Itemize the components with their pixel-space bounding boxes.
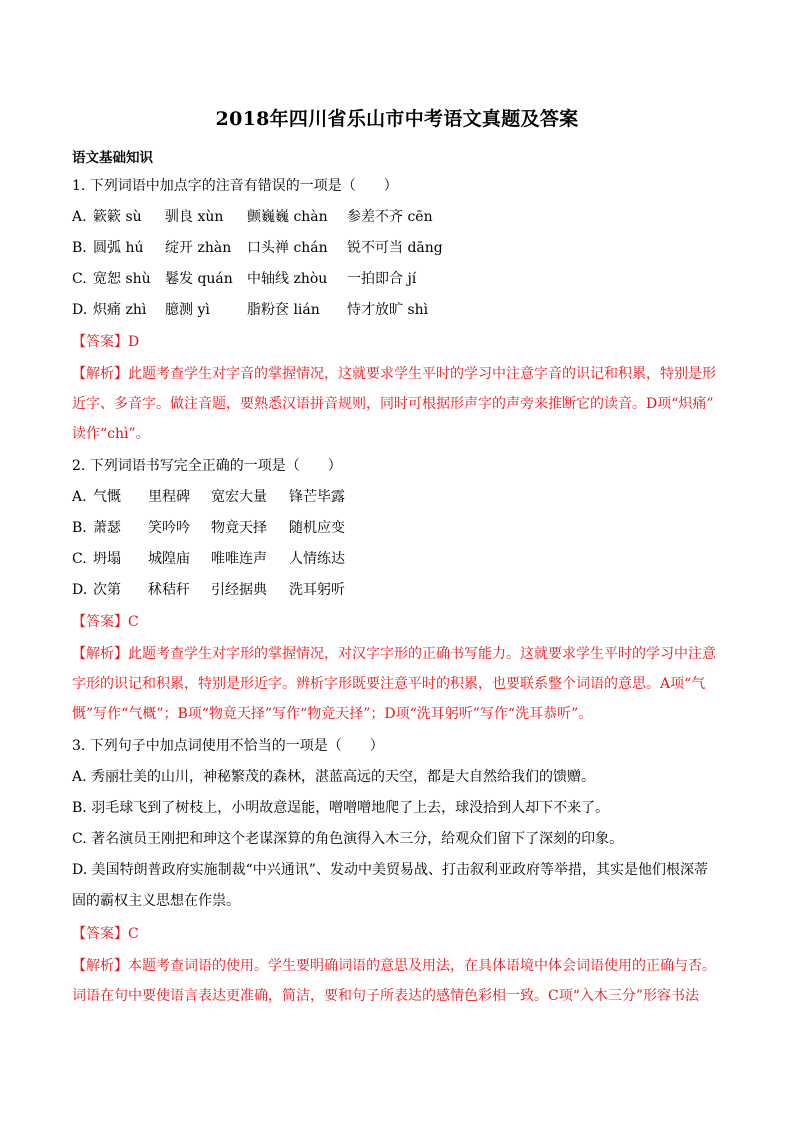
option-label: B.	[72, 240, 87, 256]
option-item: 物竟天择	[211, 520, 267, 536]
explanation-line: 【解析】此题考查学生对字音的掌握情况，这就要求学生平时的学习中注意字音的识记和积累，特别是形	[72, 366, 716, 382]
option-item: 驯良 xùn	[165, 209, 224, 225]
explanation-line: 字形的识记和积累，特别是形近字。辨析字形既要注意平时的积累，也要联系整个词语的意思。A项“气	[72, 676, 706, 692]
explanation-line: 词语在句中要使语言表达更准确，简洁，要和句子所表达的感情色彩相一致。C项“入木三分”形容书法	[72, 988, 700, 1004]
explanation-line: 慨”写作“气概”；B项“物竟天择”写作“物竞天择”；D项“洗耳躬听”写作“洗耳恭听”。	[72, 706, 593, 722]
option-item: 口头禅 chán	[247, 240, 328, 256]
option-item: 炽痛 zhì	[93, 302, 147, 318]
explanation-line: 近字、多音字。做注音题，要熟悉汉语拼音规则，同时可根据形声字的声旁来推断它的读音。D项“炽痛”	[72, 396, 714, 412]
option-item: 气慨	[93, 489, 121, 505]
question-1-explanation	[72, 359, 722, 449]
explanation-line: 【解析】此题考查学生对字形的掌握情况，对汉字字形的正确书写能力。这就要求学生平时的学习中注意	[72, 646, 716, 662]
option-item: 唯唯连声	[211, 551, 267, 567]
option-item: 锋芒毕露	[289, 489, 345, 505]
option-item: 次第	[93, 582, 121, 598]
option-label: D.	[72, 302, 88, 318]
question-3-option-c: C. 著名演员王刚把和珅这个老谋深算的角色演得入木三分，给观众们留下了深刻的印象。	[72, 831, 624, 847]
option-item: 坍塌	[93, 551, 121, 567]
question-3-option-d: D. 美国特朗普政府实施制裁“中兴通讯”、发动中美贸易战、打击叙利亚政府等举措，其实是他们根深蒂	[72, 862, 708, 878]
question-3-option-d-continued: 固的霸权主义思想在作祟。	[72, 893, 240, 909]
option-item: 笑吟吟	[148, 520, 190, 536]
option-label: D.	[72, 582, 88, 598]
question-3-option-b: B. 羽毛球飞到了树枝上，小明故意逞能，噌噌噌地爬了上去，球没拾到人却下不来了。	[72, 800, 610, 816]
question-3-option-a: A. 秀丽壮美的山川，神秘繁茂的森林，湛蓝高远的天空，都是大自然给我们的馈赠。	[72, 769, 596, 785]
question-1-stem: 1. 下列词语中加点字的注音有错误的一项是（ ）	[72, 178, 398, 194]
question-2-explanation	[72, 639, 722, 729]
option-item: 随机应变	[289, 520, 345, 536]
question-1-answer: 【答案】D	[72, 334, 140, 350]
option-item: 城隍庙	[148, 551, 190, 567]
option-item: 鬈发 quán	[165, 271, 233, 287]
option-label: B.	[72, 520, 87, 536]
question-2-stem: 2. 下列词语书写完全正确的一项是（ ）	[72, 458, 342, 474]
option-item: 颤巍巍 chàn	[247, 209, 328, 225]
option-item: 人情练达	[289, 551, 345, 567]
page-title: 2018年四川省乐山市中考语文真题及答案	[215, 108, 579, 130]
option-item: 脂粉奁 lián	[247, 302, 320, 318]
option-item: 臆测 yì	[165, 302, 210, 318]
option-item: 引经据典	[211, 582, 267, 598]
option-item: 锐不可当 dāng	[347, 240, 443, 256]
explanation-line: 【解析】本题考查词语的使用。学生要明确词语的意思及用法，在具体语境中体会词语使用的正确与否。	[72, 958, 716, 974]
option-item: 宽恕 shù	[93, 271, 151, 287]
option-item: 秫秸秆	[148, 582, 190, 598]
option-label: A.	[72, 209, 87, 225]
option-item: 圆弧 hú	[93, 240, 144, 256]
option-label: A.	[72, 489, 87, 505]
option-item: 里程碑	[148, 489, 190, 505]
option-label: C.	[72, 271, 87, 287]
question-3-explanation	[72, 951, 722, 1011]
option-label: C.	[72, 551, 87, 567]
option-item: 萧瑟	[93, 520, 121, 536]
explanation-line: 读作“chì”。	[72, 426, 150, 442]
option-item: 宽宏大量	[211, 489, 267, 505]
question-3-stem: 3. 下列句子中加点词使用不恰当的一项是（ ）	[72, 738, 384, 754]
option-item: 簌簌 sù	[93, 209, 142, 225]
option-item: 恃才放旷 shì	[347, 302, 429, 318]
section-heading: 语文基础知识	[72, 150, 153, 166]
option-item: 绽开 zhàn	[165, 240, 232, 256]
question-2-answer: 【答案】C	[72, 614, 139, 630]
option-item: 参差不齐 cēn	[347, 209, 433, 225]
option-item: 中轴线 zhòu	[247, 271, 328, 287]
question-3-answer: 【答案】C	[72, 926, 139, 942]
option-item: 洗耳躬听	[289, 582, 345, 598]
option-item: 一拍即合 jí	[347, 271, 417, 287]
